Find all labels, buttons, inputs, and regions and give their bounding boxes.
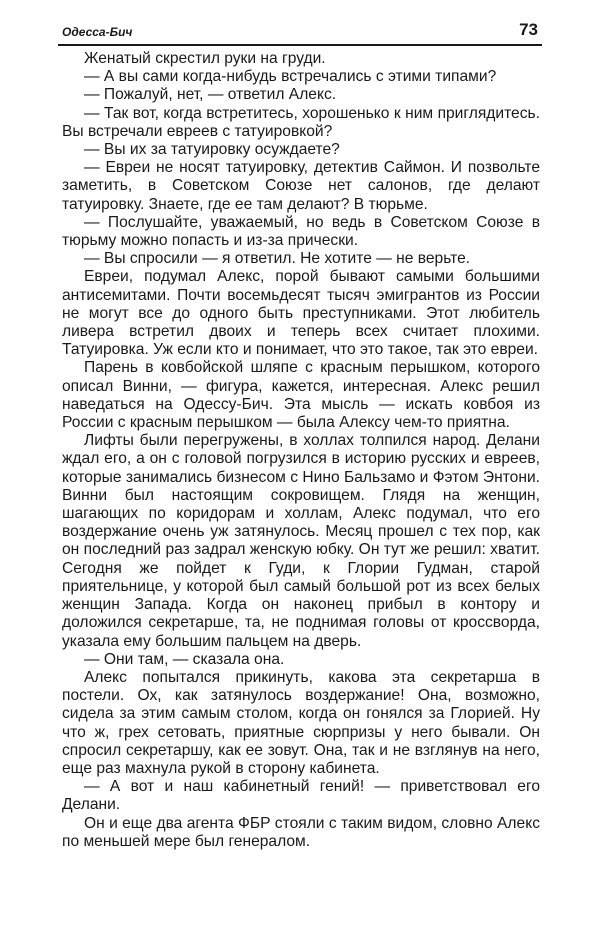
running-title: Одесса-Бич — [62, 25, 133, 39]
paragraph: — А вот и наш кабинетный гений! — приветствовал его Делани. — [62, 778, 540, 814]
paragraph: Женатый скрестил руки на груди. — [84, 50, 326, 67]
paragraph: Евреи, подумал Алекс, порой бывают самыми большими антисемитами. Почти восемьдесят тысяч эмигрантов из России не могут все до одного быть преступниками. Этот любитель ливера встретил двоих и теперь всех считает плохими. Татуировка. Уж если кто и понимает, что это такое, так это евреи. — [62, 268, 540, 359]
page-body — [62, 50, 540, 851]
paragraph: Лифты были перегружены, в холлах толпился народ. Делани ждал его, а он с головой погрузился в историю русских и евреев, которые занимались бизнесом с Нино Бальзамо и Фэтом Энтони. Винни был настоящим сокровищем. Глядя на женщин, шагающих по коридорам и холлам, Алекс подумал, что его воздержание очень уж затянулось. Месяц прошел с тех пор, как он последний раз задрал женскую юбку. Он тут же решил: хватит. Сегодня же пойдет к Гуди, к Глории Гудман, старой приятельнице, у которой был самый большой рот из всех белых женщин Запада. Когда он наконец прибыл в контору и доложился секретарше, та, не поднимая головы от кроссворда, указала ему большим пальцем на дверь. — [62, 432, 540, 650]
paragraph: — Так вот, когда встретитесь, хорошенько к ним приглядитесь. Вы встречали евреев с татуировкой? — [62, 104, 540, 140]
paragraph: — Вы их за татуировку осуждаете? — [84, 141, 340, 159]
paragraph: Парень в ковбойской шляпе с красным перышком, которого описал Винни, — фигура, кажется, интересная. Алекс решил наведаться на Одессу-Бич. Эта мысль — искать ковбоя из России с красным перышком — была Алексу чем-то приятна. — [62, 359, 540, 432]
page-header — [58, 18, 542, 46]
paragraph: Он и еще два агента ФБР стояли с таким видом, словно Алекс по меньшей мере был генералом. — [62, 814, 540, 850]
page-number: 73 — [519, 20, 538, 39]
paragraph: — Пожалуй, нет, — ответил Алекс. — [84, 86, 337, 104]
paragraph: — А вы сами когда-нибудь встречались с этими типами? — [84, 68, 497, 86]
paragraph: — Вы спросили — я ответил. Не хотите — не верьте. — [84, 250, 471, 268]
paragraph: — Они там, — сказала она. — [84, 650, 285, 668]
paragraph: Алекс попытался прикинуть, какова эта секретарша в постели. Ох, как затянулось воздержание! Она, возможно, сидела за этим самым столом, когда он гонялся за Глорией. Ну что ж, грех сетовать, приятные сюрпризы у него бывали. Он спросил секретаршу, как ее зовут. Она, так и не взглянув на него, еще раз махнула рукой в сторону кабинета. — [62, 668, 540, 777]
paragraph: — Послушайте, уважаемый, но ведь в Советском Союзе в тюрьму можно попасть и из-за прически. — [62, 213, 540, 250]
paragraph: — Евреи не носят татуировку, детектив Саймон. И позвольте заметить, в Советском Союзе нет салонов, где делают татуировку. Знаете, где ее там делают? В тюрьме. — [62, 159, 540, 213]
